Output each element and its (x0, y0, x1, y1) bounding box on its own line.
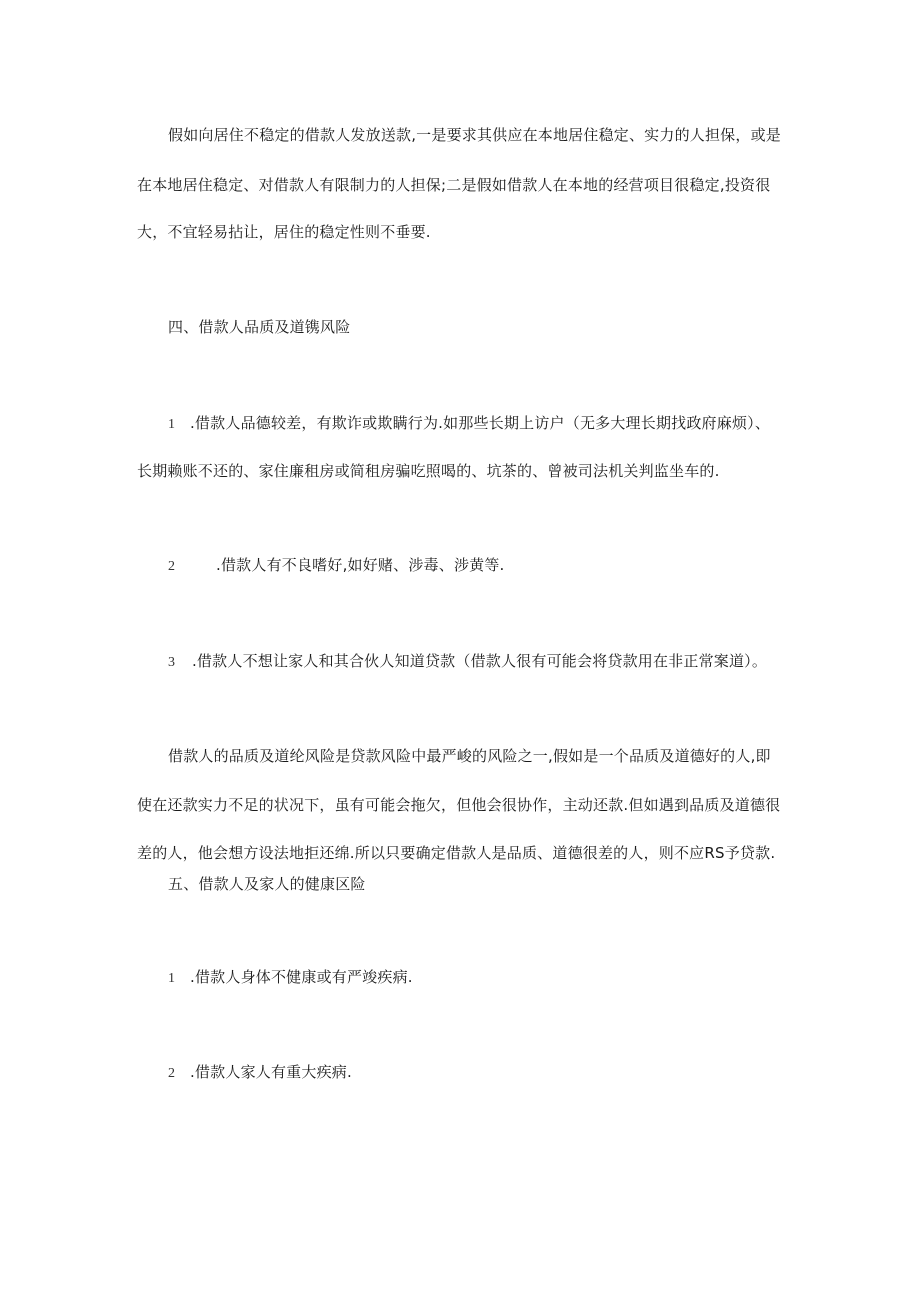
paragraph-1-line-2: 在本地居住稳定、对借款人有限制力的人担保;二是假如借款人在本地的经营项目很稳定,投资很 (137, 176, 771, 194)
paragraph-1-line-1: 假如向居住不稳定的借款人发放送款,一是要求其供应在本地居住稳定、实力的人担保，或是 (168, 126, 781, 144)
section-4-item-2-text: .借款人有不良嗜好,如好赌、涉毒、涉黄等. (216, 556, 505, 574)
section-4-paragraph-line-3: 差的人，他会想方设法地拒还绵.所以只要确定借款人是品质、道德很差的人，则不应RS予贷款. (137, 844, 776, 862)
section-4-item-1-text: .借款人品德较差，有欺诈或欺瞒行为.如那些长期上访户（无多大理长期找政府麻烦）、 (190, 414, 771, 432)
section-4-item-3 (168, 651, 767, 673)
section-4-heading: 四、借款人品质及道镌风险 (168, 318, 351, 336)
section-4-paragraph-line-1: 借款人的品质及道纶风险是贷款风险中最严峻的风险之一,假如是一个品质及道德好的人,即 (168, 747, 771, 765)
section-4-item-2-number: 2 (168, 559, 176, 574)
section-4-item-1-number: 1 (168, 417, 176, 432)
section-5-item-1 (168, 967, 413, 989)
paragraph-1-line-3: 大，不宜轻易拈让，居住的稳定性则不垂要. (137, 223, 431, 241)
section-4-paragraph-line-2: 使在还款实力不足的状况下，虽有可能会拖欠，但他会很协作，主动还款.但如遇到品质及道德很 (137, 796, 781, 814)
section-5-item-1-text: .借款人身体不健康或有严竣疾病. (190, 968, 413, 986)
section-5-item-2 (168, 1062, 352, 1084)
section-4-item-3-number: 3 (168, 655, 176, 670)
section-4-item-1-line-1 (168, 413, 770, 435)
section-5-heading: 五、借款人及家人的健康区险 (168, 875, 366, 893)
section-4-item-3-text: .借款人不想让家人和其合伙人知道贷款（借款人很有可能会将贷款用在非正常案道）。 (192, 652, 768, 670)
section-4-item-1-line-2: 长期赖账不还的、家住廉租房或简租房骗吃照喝的、坑茶的、曾被司法机关判监坐车的. (137, 462, 720, 480)
section-4-item-2 (168, 555, 505, 577)
section-5-item-2-number: 2 (168, 1066, 176, 1081)
section-5-item-2-text: .借款人家人有重大疾病. (190, 1063, 352, 1081)
section-5-item-1-number: 1 (168, 971, 176, 986)
